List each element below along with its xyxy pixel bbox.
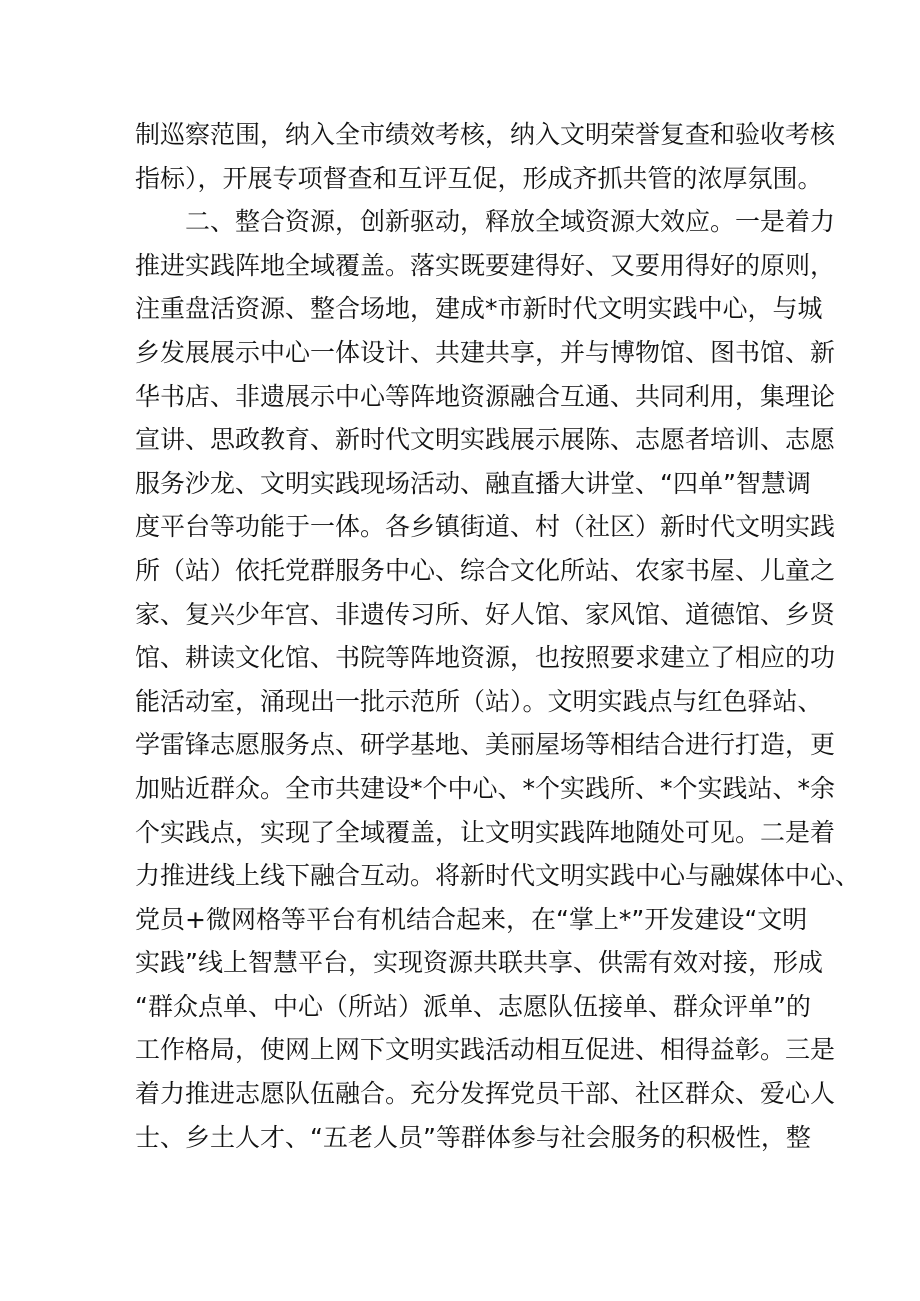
text-line: “群众点单、中心（所站）派单、志愿队伍接单、群众评单”的 <box>135 991 811 1021</box>
text-line: 所（站）依托党群服务中心、综合文化所站、农家书屋、儿童之 <box>135 555 836 585</box>
text-line: 推进实践阵地全域覆盖。落实既要建得好、又要用得好的原则， <box>135 250 836 280</box>
text-line: 党员+微网格等平台有机结合起来，在“掌上*”开发建设“文明 <box>135 904 808 934</box>
text-line: 士、乡土人才、“五老人员”等群体参与社会服务的积极性，整 <box>135 1122 811 1152</box>
text-line: 服务沙龙、文明实践现场活动、融直播大讲堂、“四单”智慧调 <box>135 468 811 498</box>
text-line: 工作格局，使网上网下文明实践活动相互促进、相得益彰。三是 <box>135 1035 836 1065</box>
text-line: 制巡察范围，纳入全市绩效考核，纳入文明荣誉复查和验收考核 <box>135 120 836 149</box>
text-line: 二、整合资源，创新驱动，释放全域资源大效应。一是着力 <box>135 207 836 237</box>
text-line: 乡发展展示中心一体设计、共建共享，并与博物馆、图书馆、新 <box>135 337 836 367</box>
text-line: 指标），开展专项督查和互评互促，形成齐抓共管的浓厚氛围。 <box>135 163 823 193</box>
text-line: 力推进线上线下融合互动。将新时代文明实践中心与融媒体中心、 <box>135 861 861 891</box>
body-text <box>135 113 861 1159</box>
text-line: 注重盘活资源、整合场地，建成*市新时代文明实践中心，与城 <box>135 294 823 324</box>
text-line: 着力推进志愿队伍融合。充分发挥党员干部、社区群众、爱心人 <box>135 1079 836 1109</box>
text-line: 能活动室，涌现出一批示范所（站）。文明实践点与红色驿站、 <box>135 686 823 716</box>
text-line: 加贴近群众。全市共建设*个中心、*个实践所、*个实践站、*余 <box>135 773 836 803</box>
text-line: 华书店、非遗展示中心等阵地资源融合互通、共同利用，集理论 <box>135 381 836 411</box>
text-line: 宣讲、思政教育、新时代文明实践展示展陈、志愿者培训、志愿 <box>135 425 836 455</box>
text-line: 学雷锋志愿服务点、研学基地、美丽屋场等相结合进行打造，更 <box>135 730 836 760</box>
text-line: 实践”线上智慧平台，实现资源共联共享、供需有效对接，形成 <box>135 948 823 978</box>
text-line: 个实践点，实现了全域覆盖，让文明实践阵地随处可见。二是着 <box>135 817 836 847</box>
text-line: 度平台等功能于一体。各乡镇街道、村（社区）新时代文明实践 <box>135 512 836 542</box>
text-line: 家、复兴少年宫、非遗传习所、好人馆、家风馆、道德馆、乡贤 <box>135 599 836 629</box>
text-line: 馆、耕读文化馆、书院等阵地资源，也按照要求建立了相应的功 <box>135 643 836 673</box>
